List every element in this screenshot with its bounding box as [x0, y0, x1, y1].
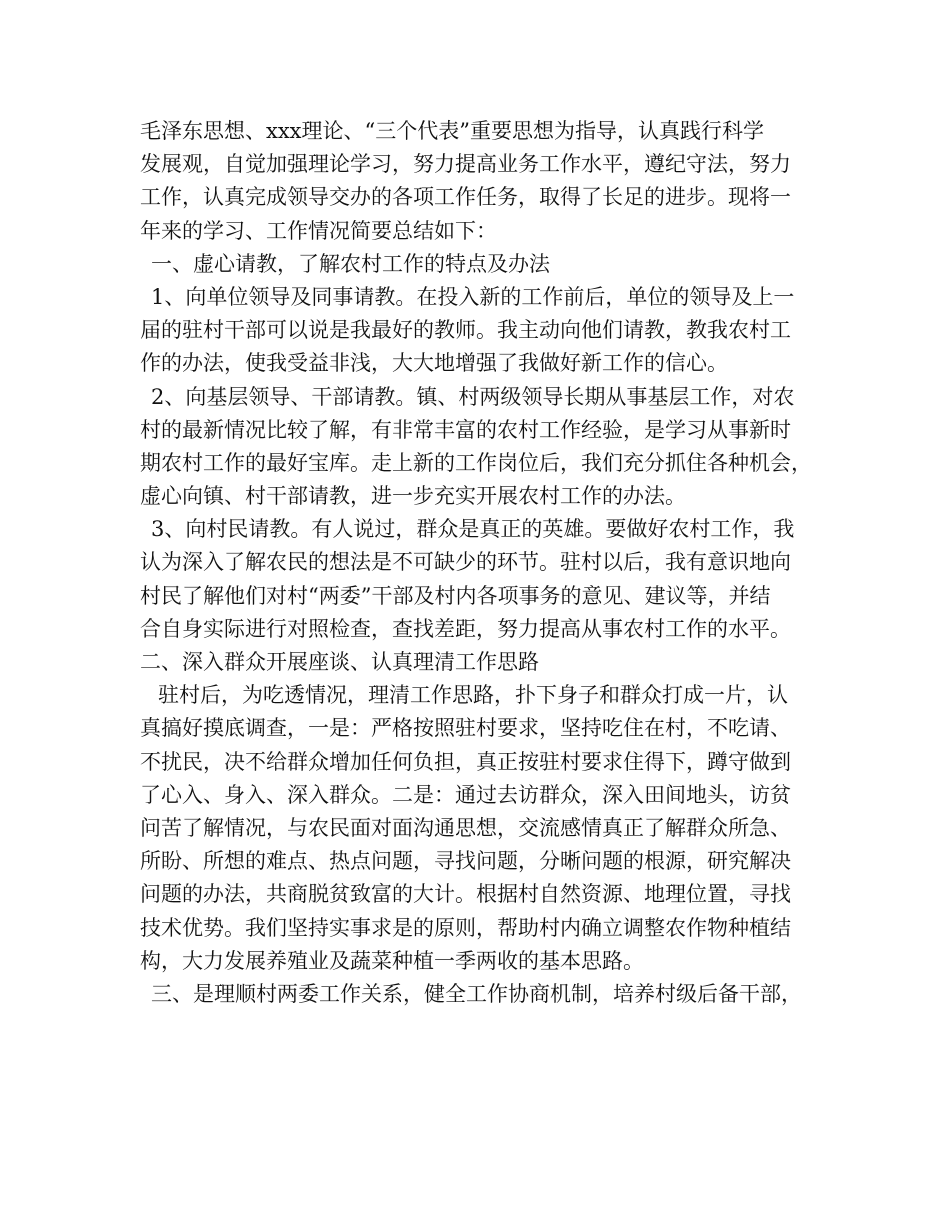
text-line: 年来的学习、工作情况简要总结如下：: [140, 218, 497, 243]
section-heading-3: 三、是理顺村两委工作关系，健全工作协商机制，培养村级后备干部，: [151, 981, 802, 1006]
text-line: 技术优势。我们坚持实事求是的原则，帮助村内确立调整农作物种植结: [140, 915, 791, 940]
text-line: 村民了解他们对村“两委”干部及村内各项事务的意见、建议等，并结: [140, 583, 771, 608]
text-line: 虚心向镇、村干部请教，进一步充实开展农村工作的办法。: [140, 484, 686, 509]
text-line: 真搞好摸底调查，一是：严格按照驻村要求，坚持吃住在村，不吃请、: [140, 716, 791, 741]
section-heading-2: 二、深入群众开展座谈、认真理清工作思路: [140, 650, 539, 674]
text-line: 毛泽东思想、xxx理论、“三个代表”重要思想为指导，认真践行科学: [140, 119, 764, 143]
text-line: 合自身实际进行对照检查，查找差距，努力提高从事农村工作的水平。: [140, 616, 791, 641]
text-line: 工作，认真完成领导交办的各项工作任务，取得了长足的进步。现将一: [140, 185, 791, 210]
text-line: 所盼、所想的难点、热点问题，寻找问题，分晰问题的根源，研究解决: [140, 849, 791, 874]
text-line: 期农村工作的最好宝库。走上新的工作岗位后，我们充分抓住各种机会，: [140, 450, 812, 475]
text-line: 不扰民，决不给群众增加任何负担，真正按驻村要求住得下，蹲守做到: [140, 749, 791, 774]
text-line: 认为深入了解农民的想法是不可缺少的环节。驻村以后，我有意识地向: [140, 550, 791, 575]
text-line: 问苦了解情况，与农民面对面沟通思想，交流感情真正了解群众所急、: [140, 815, 791, 840]
text-line: 届的驻村干部可以说是我最好的教师。我主动向他们请教，教我农村工: [140, 318, 791, 343]
text-line: 发展观，自觉加强理论学习，努力提高业务工作水平，遵纪守法，努力: [140, 152, 791, 177]
document-body: [140, 115, 820, 1011]
text-line: 问题的办法，共商脱贫致富的大计。根据村自然资源、地理位置，寻找: [140, 882, 791, 907]
text-line: 驻村后，为吃透情况，理清工作思路，扑下身子和群众打成一片，认: [158, 683, 788, 708]
text-line: 村的最新情况比较了解，有非常丰富的农村工作经验，是学习从事新时: [140, 417, 791, 442]
text-line: 3、向村民请教。有人说过，群众是真正的英雄。要做好农村工作，我: [151, 517, 795, 542]
section-heading-1: 一、虚心请教，了解农村工作的特点及办法: [151, 251, 550, 276]
text-line: 2、向基层领导、干部请教。镇、村两级领导长期从事基层工作，对农: [151, 384, 795, 409]
text-line: 1、向单位领导及同事请教。在投入新的工作前后，单位的领导及上一: [151, 284, 795, 309]
text-line: 作的办法，使我受益非浅，大大地增强了我做好新工作的信心。: [140, 351, 728, 376]
text-line: 构，大力发展养殖业及蔬菜种植一季两收的基本思路。: [140, 948, 644, 973]
text-line: 了心入、身入、深入群众。二是：通过去访群众，深入田间地头，访贫: [140, 782, 791, 807]
